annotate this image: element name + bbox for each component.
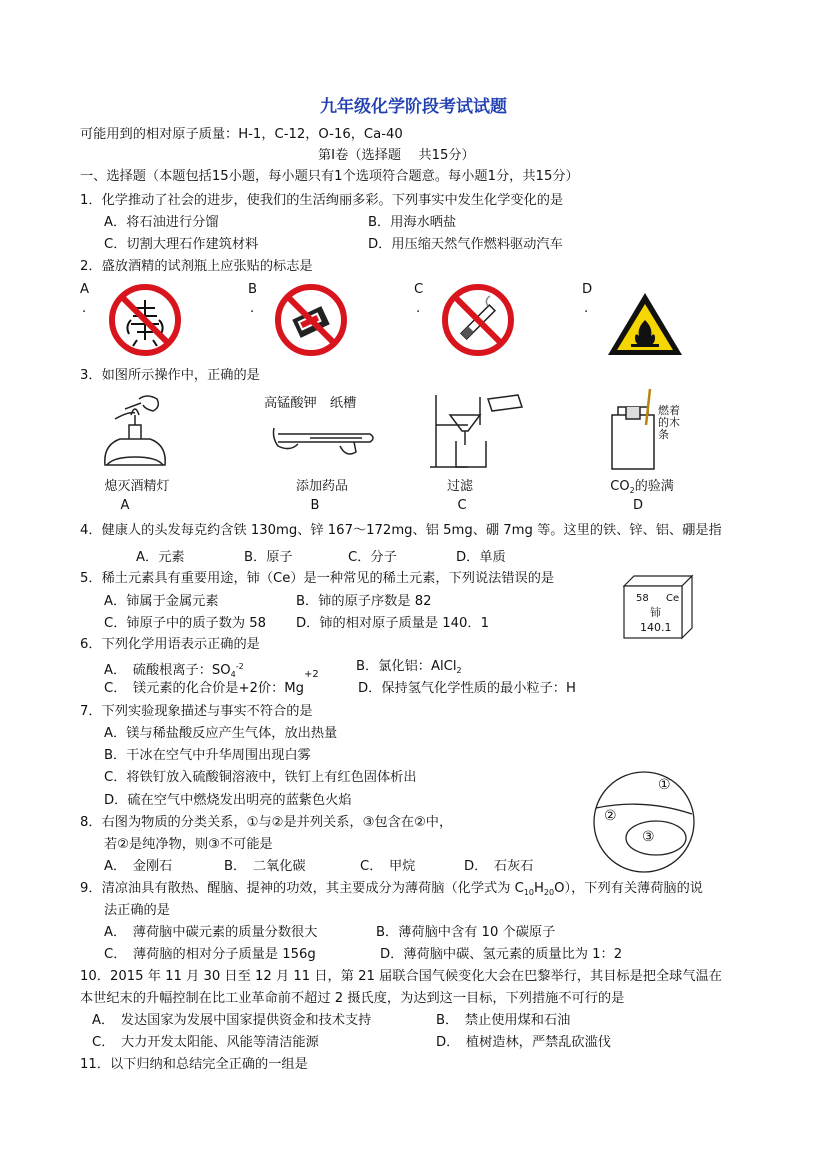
q2-dot-a: . [82,301,87,316]
section-heading: 一、选择题（本题包括15小题，每小题只有1个选项符合题意。每小题1分，共15分） [80,169,579,184]
q7-option-b: B．干冰在空气中升华周围出现白雾 [104,748,311,763]
q5-option-b: B．铈的原子序数是 82 [296,594,432,609]
q4-stem: 4．健康人的头发每克约含铁 130mg、锌 167～172mg、铝 5mg、硼 7mg 等。这里的铁、锌、铝、硼是指 [80,523,722,538]
q3-letter-c: C [457,498,467,513]
q3-caption-b: 添加药品 [295,479,348,494]
q8-option-c: C． 甲烷 [360,859,416,874]
q5-option-d: D．铈的相对原子质量是 140．1 [296,616,489,631]
cell-mass: 140.1 [640,621,672,634]
q10-option-d: D． 植树造林，严禁乱砍滥伐 [436,1035,611,1050]
q3-letter-d: D [632,498,643,513]
filtration-setup-icon [428,385,528,475]
q4-option-a: A．元素 [136,550,185,565]
q7-option-a: A．镁与稀盐酸反应产生气体，放出热量 [104,726,338,741]
q3-label-kmno4: 高锰酸钾 纸槽 [264,396,357,411]
q2-stem: 2．盛放酒精的试剂瓶上应张贴的标志是 [80,259,313,274]
q7-option-d: D．硫在空气中燃烧发出明亮的蓝紫色火焰 [104,793,352,808]
q8-stem-1: 8．右图为物质的分类关系，①与②是并列关系，③包含在②中， [80,815,453,830]
q9-stem-1: 9．清凉油具有散热、醒脑、提神的功效，其主要成分为薄荷脑（化学式为 $C_{10}H_{20}O$），下列有关薄荷脑的说 [80,881,703,897]
q3-caption-a: 熄灭酒精灯 [104,479,170,494]
q10-option-c: C． 大力开发太阳能、风能等清洁能源 [92,1035,319,1050]
q8-stem-2: 若②是纯净物，则③不可能是 [104,837,273,852]
q3-caption-c: 过滤 [446,479,473,494]
q2-label-d: D [582,282,593,297]
q9-option-b: B．薄荷脑中含有 10 个碳原子 [376,925,556,940]
q1-option-c: C．切割大理石作建筑材料 [104,237,259,252]
q6-valence-mark: +2 [304,669,319,680]
q5-option-c: C．铈原子中的质子数为 58 [104,616,267,631]
q10-option-b: B． 禁止使用煤和石油 [436,1013,571,1028]
q9-option-d: D．薄荷脑中碳、氢元素的质量比为 1：2 [380,947,623,962]
q8-option-b: B． 二氧化碳 [224,859,306,874]
q1-option-a: A．将石油进行分馏 [104,215,219,230]
q9-option-a: A． 薄荷脑中碳元素的质量分数很大 [104,925,318,940]
q6-option-b: B．氯化铝：AlCl$_2$ [356,659,462,675]
atomic-masses: 可能用到的相对原子质量：H-1，C-12，O-16，Ca-40 [80,127,403,142]
q10-stem-2: 本世纪末的升幅控制在比工业革命前不超过 2 摄氏度，为达到这一目标，下列措施不可行的是 [80,991,625,1006]
q9-option-c: C． 薄荷脑的相对分子质量是 156g [104,947,316,962]
q8-option-d: D． 石灰石 [464,859,534,874]
alcohol-lamp-blow-icon [95,385,175,475]
no-matches-icon [273,282,349,358]
q4-option-d: D．单质 [456,550,506,565]
q3-letter-a: A [120,498,130,513]
q2-label-a: A [80,282,90,297]
q7-option-c: C．将铁钉放入硫酸铜溶液中，铁钉上有红色固体析出 [104,770,417,785]
q2-label-c: C [414,282,424,297]
gas-bottle-test-icon [602,385,662,475]
flammable-warning-icon [605,290,685,358]
q4-option-b: B．原子 [244,550,293,565]
test-tube-paper-trough-icon [270,412,380,467]
q2-dot-d: . [584,301,589,316]
q2-dot-c: . [416,301,421,316]
venn-label-3: ③ [642,829,655,845]
q7-stem: 7．下列实验现象描述与事实不符合的是 [80,704,313,719]
no-fireworks-icon [107,282,183,358]
venn-label-1: ① [658,777,671,793]
q2-dot-b: . [250,301,255,316]
q4-option-c: C．分子 [348,550,397,565]
q1-option-d: D．用压缩天然气作燃料驱动汽车 [368,237,563,252]
q3-caption-d: $CO_2$的验满 [610,479,674,495]
q10-option-a: A． 发达国家为发展中国家提供资金和技术支持 [92,1013,372,1028]
q5-option-a: A．铈属于金属元素 [104,594,219,609]
q1-stem: 1．化学推动了社会的进步，使我们的生活绚丽多彩。下列事实中发生化学变化的是 [80,193,564,208]
q6-option-d: D．保持氢气化学性质的最小粒子：H [358,681,576,696]
q3-letter-b: B [310,498,320,513]
q10-stem-1: 10．2015 年 11 月 30 日至 12 月 11 日，第 21 届联合国气候变化大会在巴黎举行，其目标是把全球气温在 [80,969,722,984]
q9-stem-2: 法正确的是 [104,903,170,918]
q6-option-a: A． 硫酸根离子：$SO_4^{-2}$ [104,662,244,679]
cell-name: 铈 [650,606,661,619]
no-smoking-icon [440,282,516,358]
cell-symbol: Ce [666,593,680,604]
venn-label-2: ② [604,808,617,824]
q3-stem: 3．如图所示操作中，正确的是 [80,368,260,383]
q11-stem: 11．以下归纳和总结完全正确的一组是 [80,1057,308,1072]
q3-label-burning-stick: 燃着的木条 [658,404,680,441]
q6-option-c: C． 镁元素的化合价是+2价：Mg [104,681,305,696]
q5-stem: 5．稀土元素具有重要用途，铈（Ce）是一种常见的稀土元素，下列说法错误的是 [80,571,555,586]
q8-option-a: A． 金刚石 [104,859,173,874]
q2-label-b: B [248,282,258,297]
volume-header: 第Ⅰ卷（选择题 共15分） [318,148,475,163]
q6-stem: 6．下列化学用语表示正确的是 [80,637,260,652]
cell-atomic-number: 58 [636,593,649,604]
page-title: 九年级化学阶段考试试题 [320,97,507,117]
q1-option-b: B．用海水晒盐 [368,215,457,230]
